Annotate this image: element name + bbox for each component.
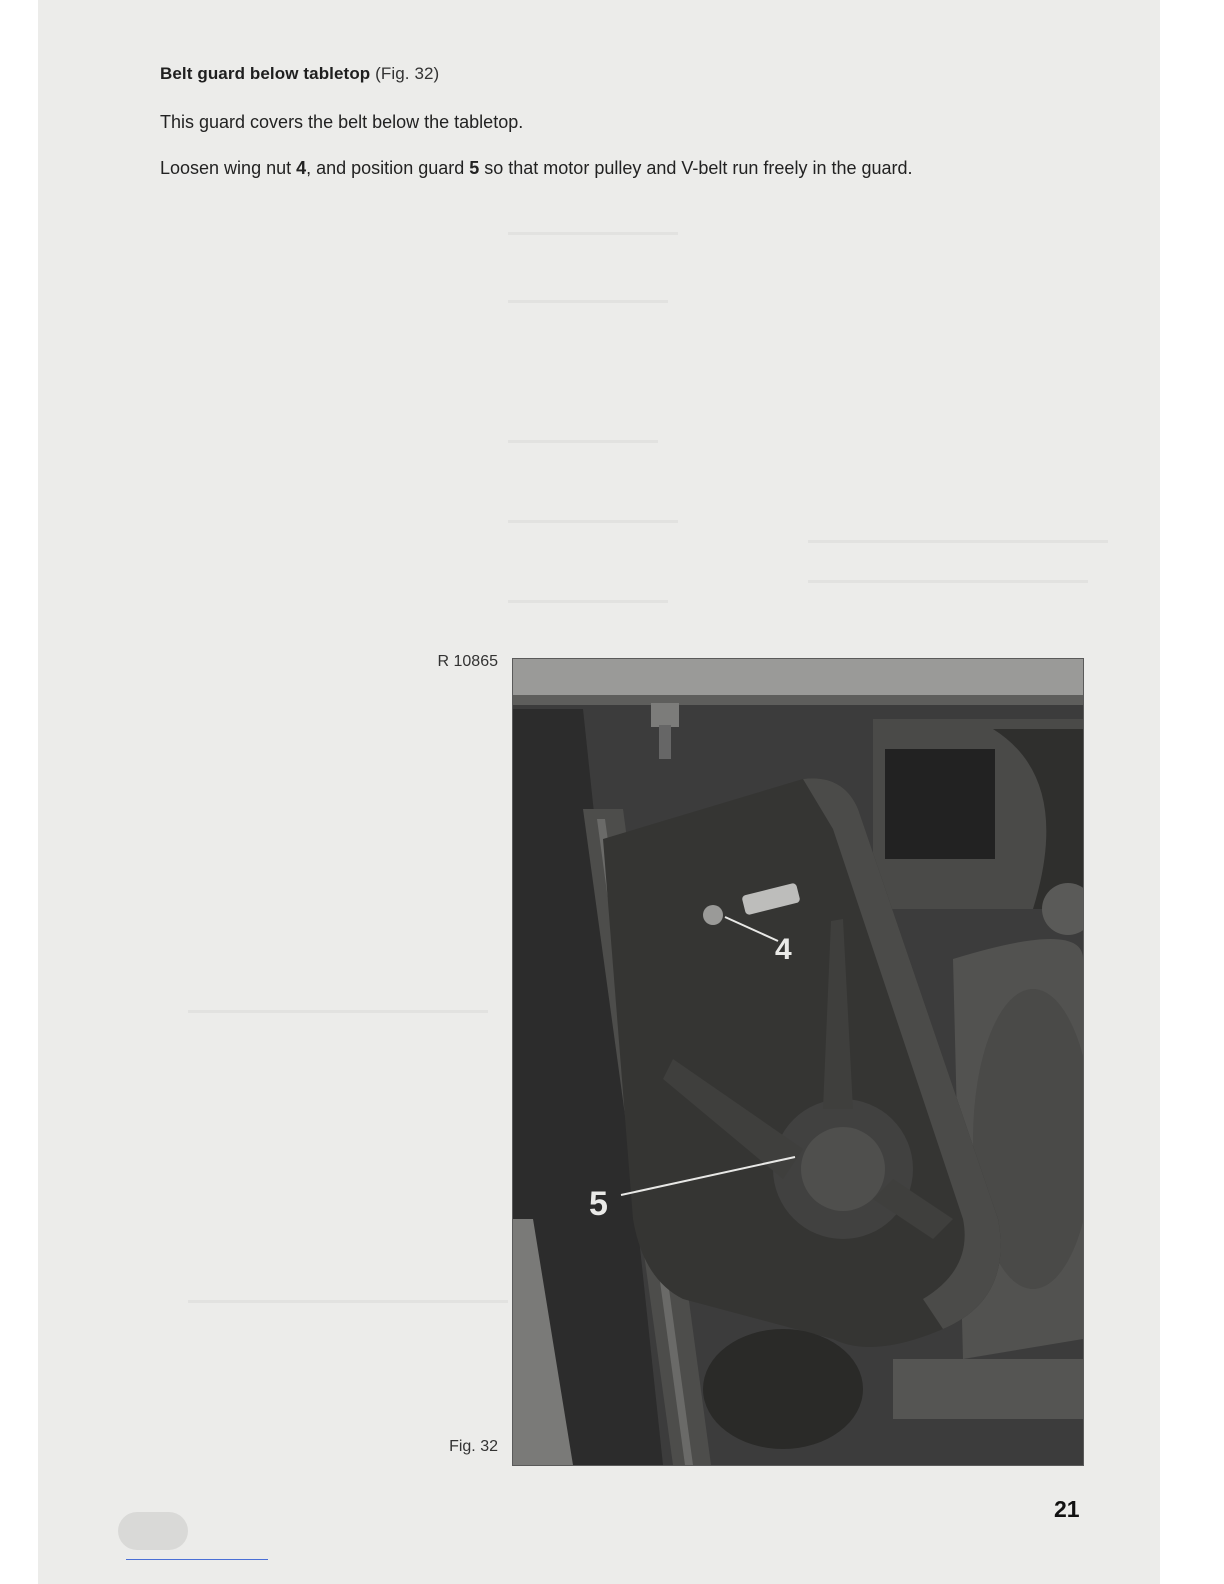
footer-rule (126, 1559, 268, 1560)
guard-callout: 5 (589, 1185, 608, 1223)
intro-paragraph: This guard covers the belt below the tabletop. (160, 112, 524, 132)
section-heading (160, 64, 439, 84)
wing-nut-callout: 4 (775, 933, 792, 966)
bleed-through-line (508, 600, 668, 603)
instruction-text-2: , and position guard (306, 158, 470, 178)
bleed-through-line (808, 540, 1108, 543)
page-number: 21 (1054, 1496, 1080, 1522)
bleed-through-line (508, 232, 678, 235)
bleed-through-line (188, 1300, 508, 1303)
bleed-through-line (188, 1010, 488, 1013)
figure-caption: Fig. 32 (449, 1438, 498, 1455)
instruction-paragraph (160, 154, 1092, 183)
photo-reference-number: R 10865 (437, 653, 498, 670)
instruction-text-1: Loosen wing nut (160, 158, 297, 178)
section-title: Belt guard below tabletop (160, 64, 371, 83)
belt-guard-photo (512, 658, 1084, 1466)
bleed-through-line (508, 440, 658, 443)
figure-reference: (Fig. 32) (375, 64, 440, 83)
instruction-text-3: so that motor pulley and V-belt run freely in the guard. (479, 158, 913, 178)
bleed-through-line (508, 300, 668, 303)
bleed-through-line (808, 580, 1088, 583)
guard-number: 5 (469, 158, 480, 178)
bleed-through-line (508, 520, 678, 523)
scan-smudge (118, 1512, 188, 1550)
wing-nut-number: 4 (296, 158, 307, 178)
